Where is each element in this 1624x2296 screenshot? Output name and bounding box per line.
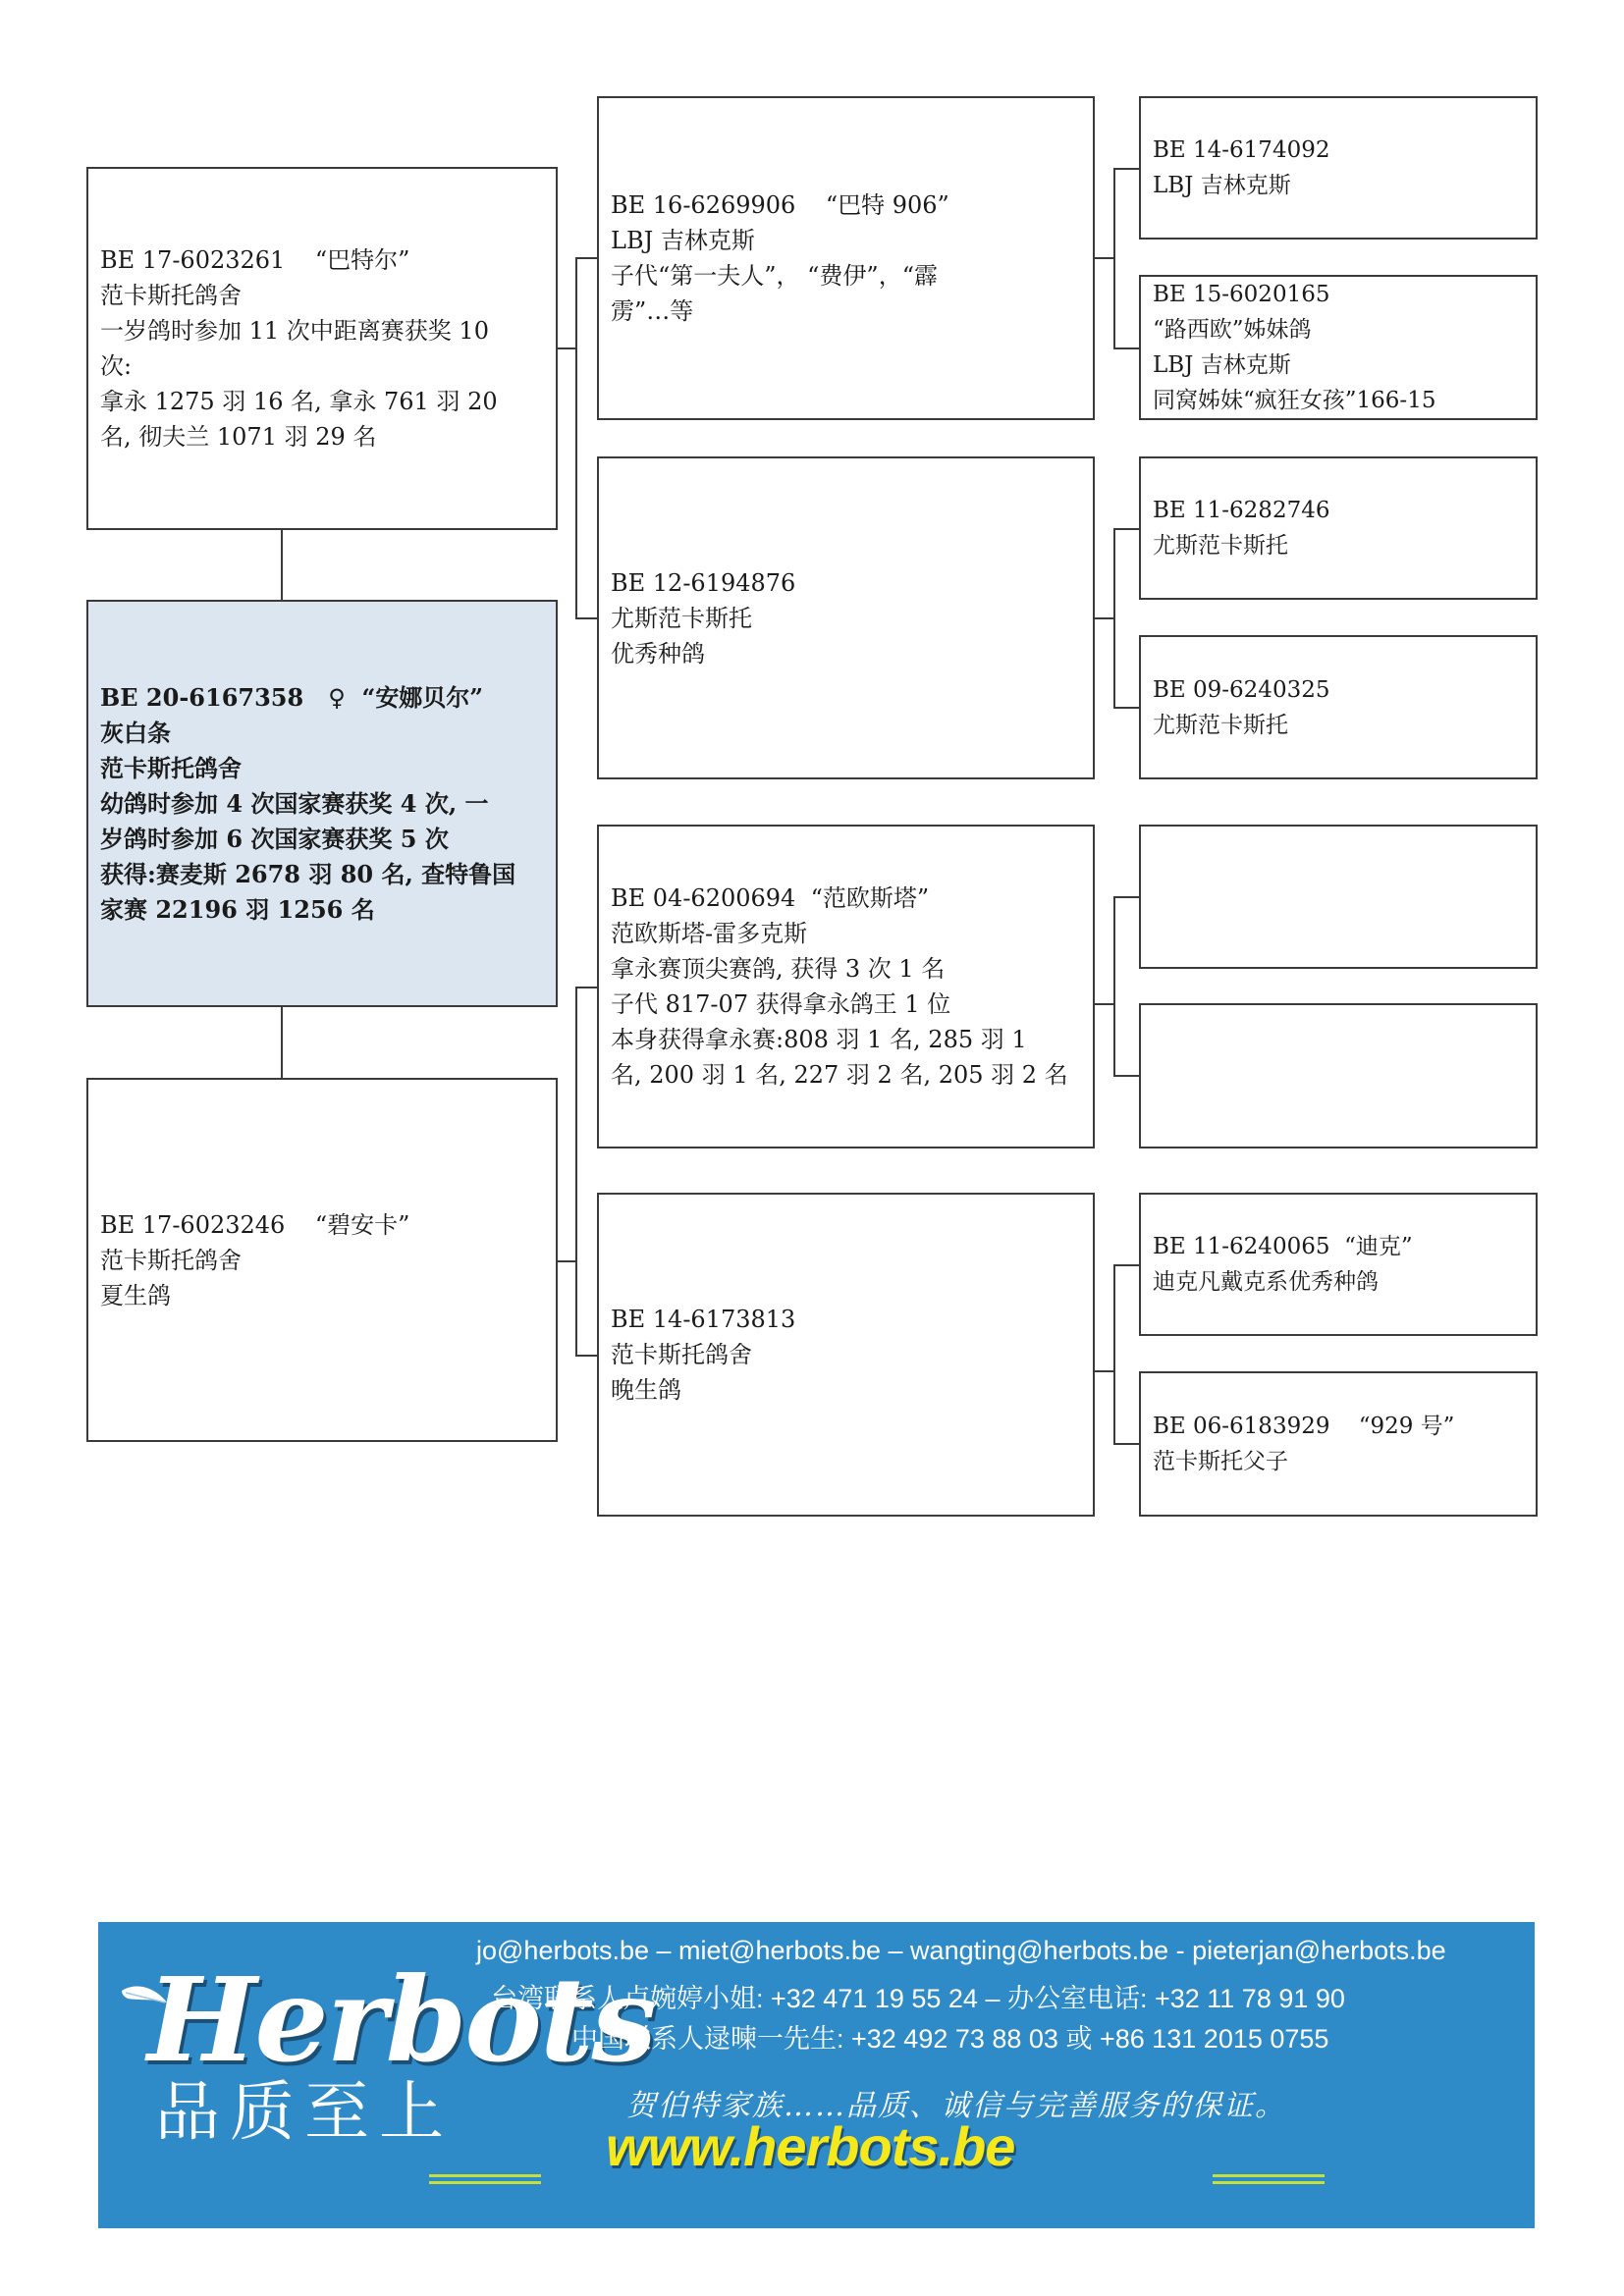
pedigree-text-line: 同窝姊妹“疯狂女孩”166-15 <box>1153 388 1436 413</box>
pedigree-text-line: 尤斯范卡斯托 <box>1153 533 1288 559</box>
pedigree-text-line: 名, 彻夫兰 1071 羽 29 名 <box>100 423 377 451</box>
pedigree-text-line: 晚生鸽 <box>611 1376 681 1404</box>
connector-line <box>575 617 597 619</box>
pedigree-text-line: 夏生鸽 <box>100 1281 171 1309</box>
connector-line <box>281 1007 283 1078</box>
connector-line <box>1113 1264 1115 1444</box>
connector-line <box>1113 1075 1139 1077</box>
dam-box <box>86 167 558 530</box>
pedigree-text-line: 名, 200 羽 1 名, 227 羽 2 名, 205 羽 2 名 <box>611 1061 1068 1089</box>
pedigree-text-line: LBJ 吉林克斯 <box>611 227 755 254</box>
tagline: 贺伯特家族……品质、诚信与完善服务的保证。 <box>626 2089 1286 2123</box>
grandparent-box <box>597 456 1095 779</box>
pedigree-text-line: 范欧斯塔-雷多克斯 <box>611 920 808 947</box>
pedigree-text-line: 子代“第一夫人”， “费伊”，“霹 <box>611 262 938 290</box>
pedigree-text-line: BE 17-6023261 “巴特尔” <box>100 246 410 274</box>
pedigree-text-line: 岁鸽时参加 6 次国家赛获奖 5 次 <box>100 824 449 853</box>
connector-line <box>1113 1264 1139 1266</box>
connector-line <box>1113 168 1115 348</box>
decorative-double-line <box>429 2174 541 2184</box>
connector-line <box>558 347 575 349</box>
great-grandparent-box <box>1139 635 1538 779</box>
connector-line <box>1113 528 1115 708</box>
herbots-banner <box>98 1922 1535 2228</box>
pedigree-text-line: 范卡斯托鸽舍 <box>100 753 242 782</box>
pedigree-text-line: 家赛 22196 羽 1256 名 <box>100 894 375 924</box>
connector-line <box>1095 1003 1114 1005</box>
pedigree-text-line: 灰白条 <box>100 718 171 747</box>
subject-pigeon-box <box>86 600 558 1007</box>
pedigree-text-line: LBJ 吉林克斯 <box>1153 352 1291 378</box>
pedigree-text-line: BE 14-6174092 <box>1153 137 1330 163</box>
pedigree-text-line: 一岁鸽时参加 11 次中距离赛获奖 10 <box>100 317 489 345</box>
connector-line <box>575 257 597 259</box>
pedigree-text-line: BE 09-6240325 <box>1153 676 1330 703</box>
pedigree-text-line: 幼鸽时参加 4 次国家赛获奖 4 次, 一 <box>100 788 489 818</box>
connector-line <box>281 530 283 600</box>
pedigree-text-line: 范卡斯托父子 <box>1153 1449 1288 1474</box>
pedigree-text-line: BE 11-6240065 “迪克” <box>1153 1234 1413 1259</box>
pedigree-text-line: BE 20-6167358 ♀ “安娜贝尔” <box>100 682 484 712</box>
grandparent-box <box>597 825 1095 1148</box>
pedigree-text-line: BE 04-6200694 “范欧斯塔” <box>611 884 930 912</box>
pedigree-text-line: BE 06-6183929 “929 号” <box>1153 1414 1455 1439</box>
slogan: 品质至上 <box>155 2074 454 2150</box>
great-grandparent-box <box>1139 1193 1538 1336</box>
grandparent-box <box>597 1193 1095 1517</box>
pedigree-text-line: 尤斯范卡斯托 <box>611 604 752 632</box>
connector-line <box>575 257 577 618</box>
pedigree-text-line: 范卡斯托鸽舍 <box>611 1341 752 1368</box>
china-contact: 中国联系人逯暕一先生: +32 492 73 88 03 或 +86 131 2015 0755 <box>571 2024 1329 2054</box>
sire-box <box>86 1078 558 1442</box>
connector-line <box>1113 896 1115 1076</box>
connector-line <box>1113 707 1139 709</box>
connector-line <box>575 987 577 1356</box>
taiwan-contact: 台湾联系人卢婉婷小姐: +32 471 19 55 24 – 办公室电话: +32 11 78 91 90 <box>491 1984 1345 2013</box>
connector-line <box>1113 1443 1139 1445</box>
pedigree-text-line: “路西欧”姊妹鸽 <box>1153 317 1312 343</box>
pedigree-text-line: BE 16-6269906 “巴特 906” <box>611 191 949 219</box>
connector-line <box>1095 1370 1114 1372</box>
great-grandparent-box <box>1139 96 1538 240</box>
pedigree-text-line: BE 14-6173813 <box>611 1306 796 1333</box>
connector-line <box>1113 347 1139 349</box>
great-grandparent-box <box>1139 275 1538 420</box>
pedigree-text-line: LBJ 吉林克斯 <box>1153 173 1291 198</box>
email-addresses[interactable]: jo@herbots.be – miet@herbots.be – wangting@herbots.be - pieterjan@herbots.be <box>476 1936 1446 1965</box>
great-grandparent-box-empty <box>1139 1003 1538 1148</box>
grandparent-box <box>597 96 1095 420</box>
pedigree-text-line: 子代 817-07 获得拿永鸽王 1 位 <box>611 990 951 1018</box>
pedigree-text-line: 范卡斯托鸽舍 <box>100 282 242 309</box>
connector-line <box>575 1355 597 1357</box>
pedigree-text-line: 本身获得拿永赛:808 羽 1 名, 285 羽 1 <box>611 1026 1027 1053</box>
brand-logo: Herbots <box>147 1951 655 2088</box>
decorative-double-line <box>1213 2174 1325 2184</box>
pedigree-text-line: 尤斯范卡斯托 <box>1153 712 1288 738</box>
pedigree-text-line: 迪克凡戴克系优秀种鸽 <box>1153 1269 1379 1295</box>
great-grandparent-box <box>1139 1371 1538 1517</box>
connector-line <box>1113 896 1139 898</box>
connector-line <box>1113 168 1139 170</box>
pedigree-text-line: BE 17-6023246 “碧安卡” <box>100 1210 410 1239</box>
connector-line <box>575 987 597 988</box>
website-link[interactable]: www.herbots.be <box>606 2115 1015 2177</box>
pedigree-text-line: BE 11-6282746 <box>1153 498 1330 523</box>
pedigree-text-line: 范卡斯托鸽舍 <box>100 1246 242 1274</box>
connector-line <box>1113 528 1139 530</box>
connector-line <box>1095 617 1114 619</box>
pedigree-text-line: 获得:赛麦斯 2678 羽 80 名, 查特鲁国 <box>100 859 516 888</box>
pedigree-text-line: BE 15-6020165 <box>1153 282 1330 307</box>
great-grandparent-box-empty <box>1139 825 1538 969</box>
great-grandparent-box <box>1139 456 1538 600</box>
connector-line <box>558 1260 575 1262</box>
pedigree-text-line: 拿永赛顶尖赛鸽, 获得 3 次 1 名 <box>611 955 946 983</box>
pedigree-text-line: 拿永 1275 羽 16 名, 拿永 761 羽 20 <box>100 388 498 415</box>
pedigree-text-line: 雳”…等 <box>611 297 694 325</box>
pedigree-text-line: BE 12-6194876 <box>611 568 796 597</box>
pedigree-text-line: 优秀种鸽 <box>611 639 705 667</box>
pedigree-text-line: 次: <box>100 352 133 380</box>
connector-line <box>1095 257 1114 259</box>
